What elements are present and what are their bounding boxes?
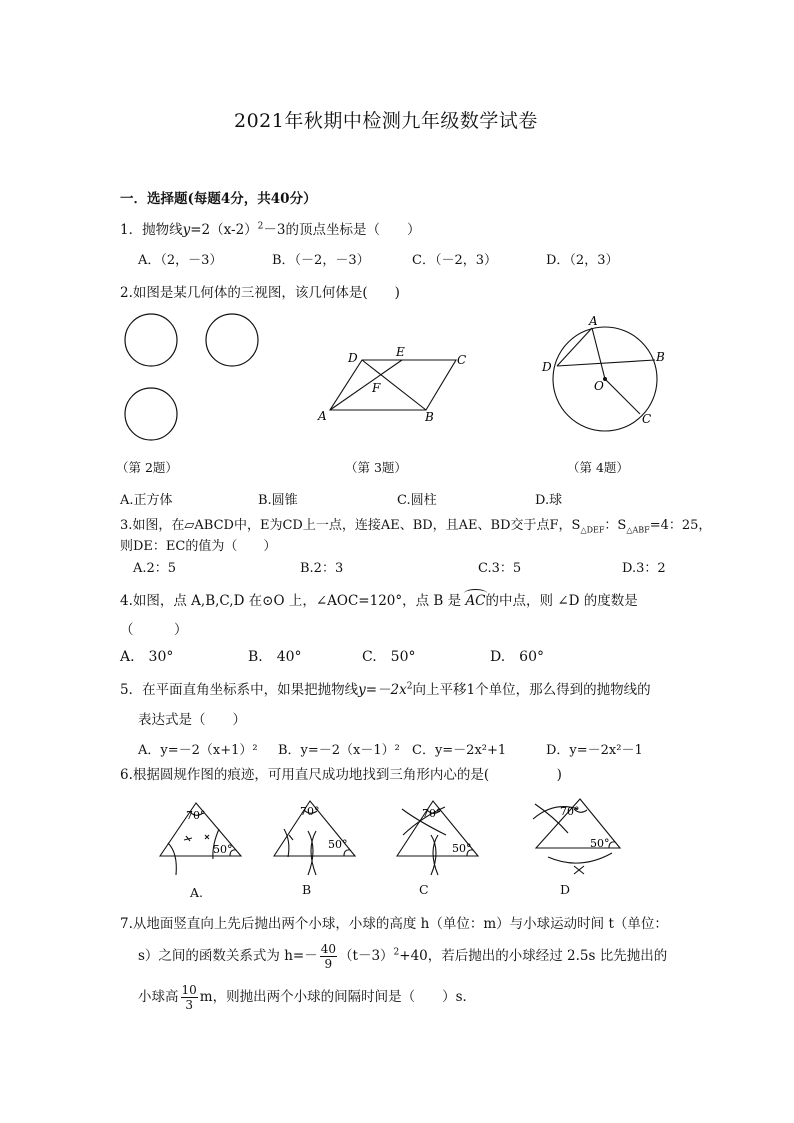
question-1-option-a: A．（2，－3） — [138, 253, 223, 268]
question-7-line2: s）之间的函数关系式为 h=－ $\frac{40}{9}$ $(t-3)^2+40$，若后抛出的小球经过 2.5s 比先抛出的 — [138, 942, 668, 971]
arc-d3 — [548, 853, 612, 863]
question-5-option-b: B．y=－2（x－1）² — [278, 743, 400, 758]
question-4-option-d: D. 60° — [490, 649, 544, 665]
question-2-option-b: B.圆锥 — [258, 493, 298, 508]
label-a: A — [318, 409, 327, 423]
page-title: 2021年秋期中检测九年级数学试卷 — [234, 110, 538, 132]
angle-50-c: 50° — [452, 842, 472, 855]
question-4-stem-line2: （ ） — [120, 622, 188, 638]
question-3-option-d: D.3：2 — [622, 561, 666, 576]
segment-ae — [330, 360, 402, 410]
question-2-option-d: D.球 — [535, 493, 563, 508]
question-6-label-a: A. — [190, 885, 204, 900]
caption-figure-2: （第 2题） — [116, 460, 178, 475]
question-3-option-c: C.3：5 — [478, 561, 522, 576]
question-4-option-c: C. 50° — [362, 649, 416, 665]
question-5-option-a: A．y=－2（x+1）² — [138, 743, 258, 758]
side-view-circle — [206, 314, 258, 366]
parallelogram-abcd — [330, 360, 456, 410]
question-6-figures — [150, 795, 650, 885]
front-view-circle — [125, 314, 177, 366]
chord-da — [557, 328, 592, 366]
label-a: A — [589, 314, 598, 328]
angle-50-b: 50° — [328, 838, 348, 851]
caption-figure-4: （第 4题） — [567, 460, 629, 475]
chord-db — [557, 360, 655, 366]
question-5-stem-line2: 表达式是（ ） — [138, 712, 246, 728]
question-2-option-a: A.正方体 — [120, 493, 173, 508]
label-d: D — [348, 351, 358, 365]
angle-70-a: 70° — [186, 809, 206, 822]
question-3-stem: 3.如图，在▱ABCD中，E为CD上一点，连接AE、BD，且AE、BD交于点F，$S_{\triangle DEF}$：$S_{\triangle ABF}=4$：25， — [120, 518, 712, 535]
radius-oa — [592, 328, 605, 379]
question-6-stem: 6.根据圆规作图的痕迹，可用直尺成功地找到三角形内心的是( ) — [120, 767, 562, 783]
question-1-option-d: D．（2，3） — [546, 253, 619, 268]
question-3-option-a: A.2：5 — [133, 561, 177, 576]
label-b: B — [656, 350, 665, 364]
angle-mark-d2 — [609, 842, 615, 848]
question-1-option-c: C．（－2，3） — [412, 253, 497, 268]
label-o: O — [594, 379, 604, 393]
label-b: B — [425, 410, 434, 424]
question-6-label-c: C — [419, 882, 429, 897]
arc-ac: AC — [465, 593, 486, 609]
question-4-option-b: B. 40° — [248, 649, 302, 665]
label-d: D — [542, 360, 552, 374]
figure-4-circle — [536, 313, 676, 433]
arc-b1 — [284, 829, 289, 857]
question-2-stem: 2.如图是某几何体的三视图，该几何体是( ) — [120, 285, 400, 301]
fraction-40-9: $\frac{40}{9}$ — [320, 942, 337, 971]
angle-70-d: 70° — [560, 805, 580, 818]
angle-50-a: 50° — [213, 843, 233, 856]
label-e: E — [396, 345, 405, 359]
question-1-stem: 1．抛物线$y=2(x-2)^2-3$的顶点坐标是（ ） — [120, 221, 421, 238]
question-1-option-b: B．（－2，－3） — [272, 253, 370, 268]
question-5-stem: 5．在平面直角坐标系中，如果把抛物线$y=-2x^2$向上平移1个单位，那么得到的抛物线的 — [120, 681, 651, 698]
top-view-circle — [125, 388, 177, 440]
question-7-line1: 7.从地面竖直向上先后抛出两个小球，小球的高度 h（单位：m）与小球运动时间 t（单位： — [120, 916, 668, 932]
section-heading: 一．选择题(每题4分，共40分） — [120, 191, 317, 207]
angle-70-b: 70° — [300, 805, 320, 818]
question-5-option-c: C．y=－2x²+1 — [412, 743, 507, 758]
question-4-stem: 4.如图，点 A,B,C,D 在⊙O 上，∠AOC=120°，点 B 是 AC的中点，则 ∠D 的度数是 — [120, 593, 638, 609]
question-5-option-d: D．y=－2x²－1 — [546, 743, 643, 758]
angle-70-c: 70° — [422, 807, 442, 820]
arc-a1 — [168, 843, 176, 875]
figure-3-parallelogram — [310, 342, 480, 432]
question-2-option-c: C.圆柱 — [397, 493, 437, 508]
question-3-stem-line2: 则DE：EC的值为（ ） — [120, 539, 277, 554]
question-6-label-d: D — [560, 882, 571, 897]
label-f: F — [372, 381, 381, 395]
angle-50-d: 50° — [590, 837, 610, 850]
question-4-option-a: A. 30° — [120, 649, 174, 665]
fraction-10-3: $\frac{10}{3}$ — [181, 983, 197, 1012]
figure-2-three-views — [115, 305, 275, 445]
question-6-label-b: B — [302, 882, 312, 897]
question-3-option-b: B.2：3 — [300, 561, 344, 576]
label-c: C — [457, 353, 467, 367]
question-7-line3: 小球高 $\frac{10}{3}$ m，则抛出两个小球的间隔时间是（ ）s． — [138, 983, 477, 1012]
label-c: C — [642, 412, 652, 426]
caption-figure-3: （第 3题） — [345, 460, 407, 475]
radius-oc — [605, 379, 640, 414]
